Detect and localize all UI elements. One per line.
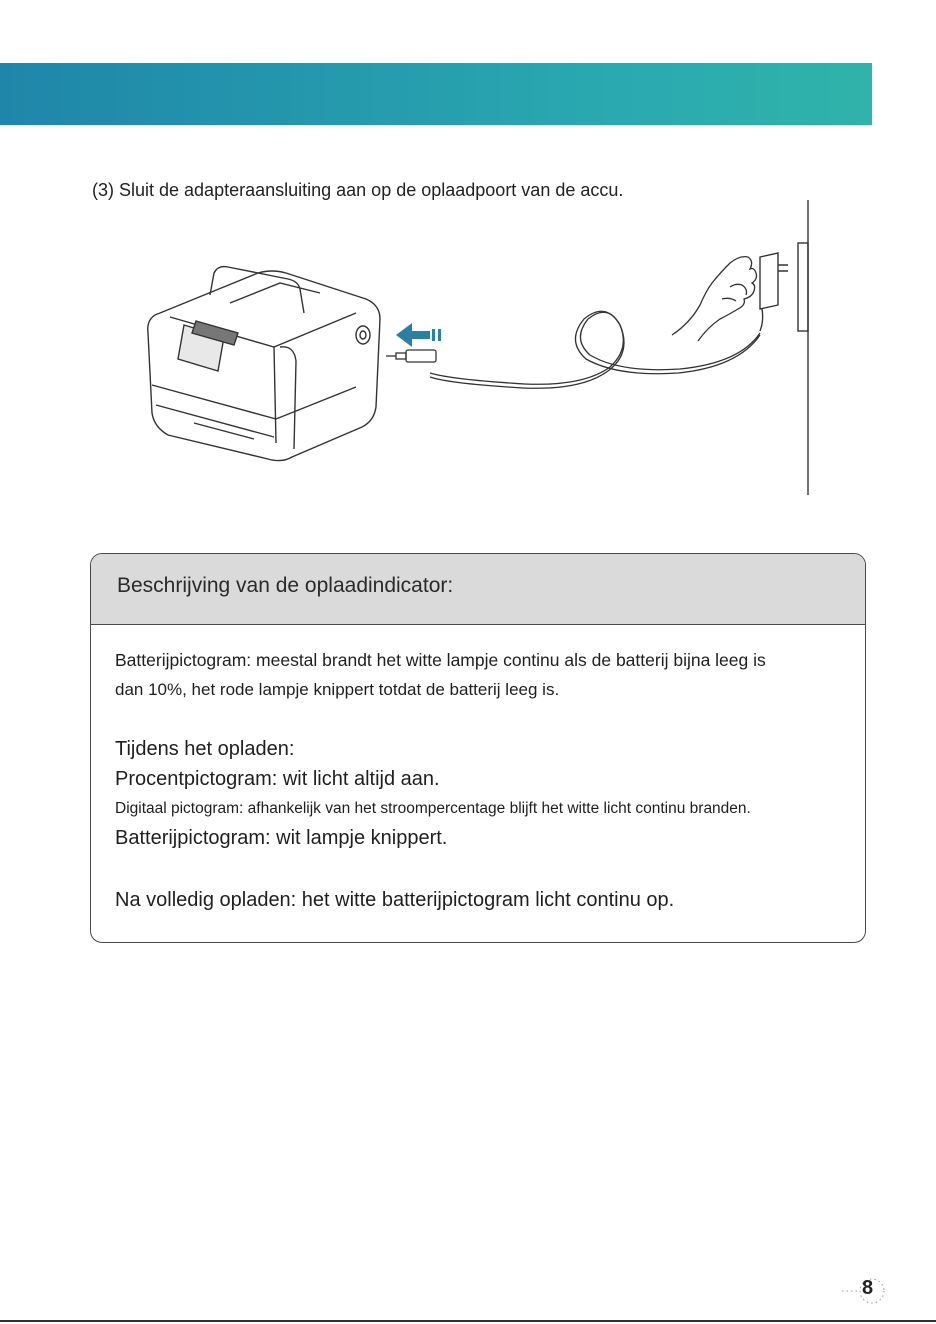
wall-outlet [798,200,808,495]
header-bar [0,63,872,125]
indicator-line-battery-blink: Batterijpictogram: wit lampje knippert. [115,827,448,849]
indicator-line-digital-icon: Digitaal pictogram: afhankelijk van het stroompercentage blijft het witte licht continu branden. [115,800,751,817]
indicator-line-battery-low: Batterijpictogram: meestal brandt het witte lampje continu als de batterij bijna leeg is [115,650,766,670]
hand-icon [672,257,757,341]
indicator-line-battery-low-cont: dan 10%, het rode lampje knippert totdat de batterij leeg is. [115,680,560,699]
charging-indicator-box [90,553,866,943]
indicator-line-fully-charged: Na volledig opladen: het witte batterijpictogram licht continu op. [115,889,675,911]
bottom-rule [0,1320,936,1322]
cable-icon [430,311,760,388]
plug-connector-icon [386,350,436,362]
insert-arrow-icon [396,323,441,347]
indicator-line-charging-heading: Tijdens het opladen: [115,738,295,760]
charging-illustration [0,195,936,505]
indicator-title: Beschrijving van de oplaadindicator: [117,574,454,597]
step-instruction: (3) Sluit de adapteraansluiting aan op de oplaadpoort van de accu. [92,180,624,200]
indicator-line-percent-icon: Procentpictogram: wit licht altijd aan. [115,768,440,790]
page-number: 8 [862,1277,874,1299]
indicator-header [91,554,865,625]
battery-device-icon [148,267,380,461]
adapter-icon [760,253,788,331]
